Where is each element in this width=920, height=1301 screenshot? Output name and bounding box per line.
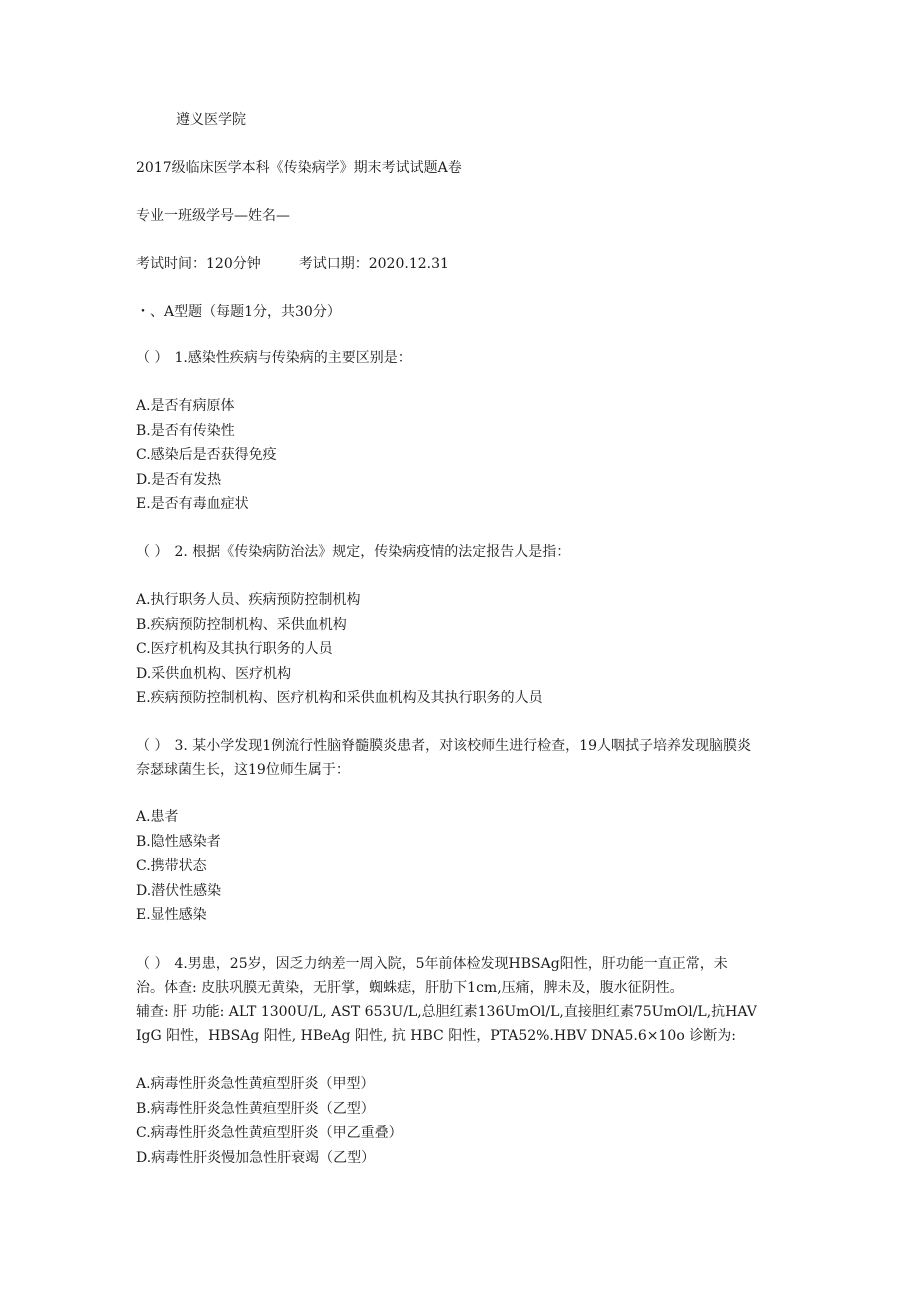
question-line-3: 辅查: 肝 功能: ALT 1300U/L, AST 653U/L,总胆红素136UmOl/L,直接胆红素75UmOl/L,抗HAV — [136, 1004, 757, 1020]
question-text: 3. 某小学发现1例流行性脑脊髓膜炎患者，对该校师生进行检查，19人咽拭子培养发现脑膜炎奈瑟球菌生长，这19位师生属于： — [136, 738, 751, 778]
answer-blank: （ ） — [136, 738, 169, 754]
answer-blank: （ ） — [136, 350, 169, 366]
question-3 — [136, 734, 756, 782]
exam-date: 考试口期：2020.12.31 — [298, 256, 449, 272]
option-d: D.病毒性肝炎慢加急性肝衰竭（乙型） — [136, 1149, 376, 1166]
question-line-1 — [136, 952, 776, 976]
option-a: A.病毒性肝炎急性黄疸型肝炎（甲型） — [136, 1076, 375, 1092]
question-1-options — [136, 394, 277, 517]
section-heading: ・、A型题（每题1分，共30分） — [136, 304, 341, 320]
option-c: C.病毒性肝炎急性黄疸型肝炎（甲乙重叠） — [136, 1125, 403, 1141]
option-b: B.隐性感染者 — [136, 833, 221, 850]
option-e: E.是否有毒血症状 — [136, 496, 249, 512]
question-text: 4.男患，25岁，因乏力纳差一周入院，5年前体检发现HBSAg阳性，肝功能一直正常，未 — [174, 956, 728, 972]
option-a: A.是否有病原体 — [136, 398, 235, 414]
answer-blank: （ ） — [136, 544, 169, 560]
exam-title: 2017级临床医学本科《传染病学》期末考试试题A卷 — [136, 160, 462, 176]
option-d: D.是否有发热 — [136, 471, 222, 488]
question-text: 1.感染性疾病与传染病的主要区别是： — [174, 350, 412, 366]
option-c: C.携带状态 — [136, 858, 207, 874]
option-b: B.疾病预防控制机构、采供血机构 — [136, 616, 347, 633]
question-line-2: 治。体查: 皮肤巩膜无黄染，无肝掌，蜘蛛痣，肝肋下1cm,压痛，脾未及，腹水征阴性。 — [136, 980, 684, 996]
question-text: 2. 根据《传染病防治法》规定，传染病疫情的法定报告人是指： — [174, 544, 571, 560]
option-b: B.病毒性肝炎急性黄疸型肝炎（乙型） — [136, 1100, 375, 1117]
student-info-line: 专业一班级学号—姓名— — [136, 208, 290, 224]
option-d: D.潜伏性感染 — [136, 882, 222, 899]
question-line-4: IgG 阳性，HBSAg 阳性, HBeAg 阳性, 抗 HBC 阳性，PTA52%.HBV DNA5.6×10o 诊断为: — [136, 1028, 736, 1044]
question-1 — [136, 346, 776, 370]
school-name: 遵义医学院 — [176, 112, 246, 128]
option-c: C.医疗机构及其执行职务的人员 — [136, 641, 333, 657]
option-c: C.感染后是否获得免疫 — [136, 447, 277, 463]
option-e: E.显性感染 — [136, 907, 207, 923]
question-4 — [136, 952, 776, 1048]
answer-blank: （ ） — [136, 956, 169, 972]
question-2 — [136, 540, 776, 564]
option-e: E.疾病预防控制机构、医疗机构和采供血机构及其执行职务的人员 — [136, 690, 543, 706]
option-a: A.执行职务人员、疾病预防控制机构 — [136, 592, 361, 608]
option-b: B.是否有传染性 — [136, 422, 235, 439]
exam-time: 考试时间：120分钟 — [136, 256, 261, 272]
question-2-options — [136, 588, 543, 711]
option-a: A.患者 — [136, 809, 179, 825]
question-4-options — [136, 1072, 403, 1170]
exam-meta — [136, 252, 449, 276]
option-d: D.采供血机构、医疗机构 — [136, 665, 292, 682]
question-3-options — [136, 805, 221, 928]
